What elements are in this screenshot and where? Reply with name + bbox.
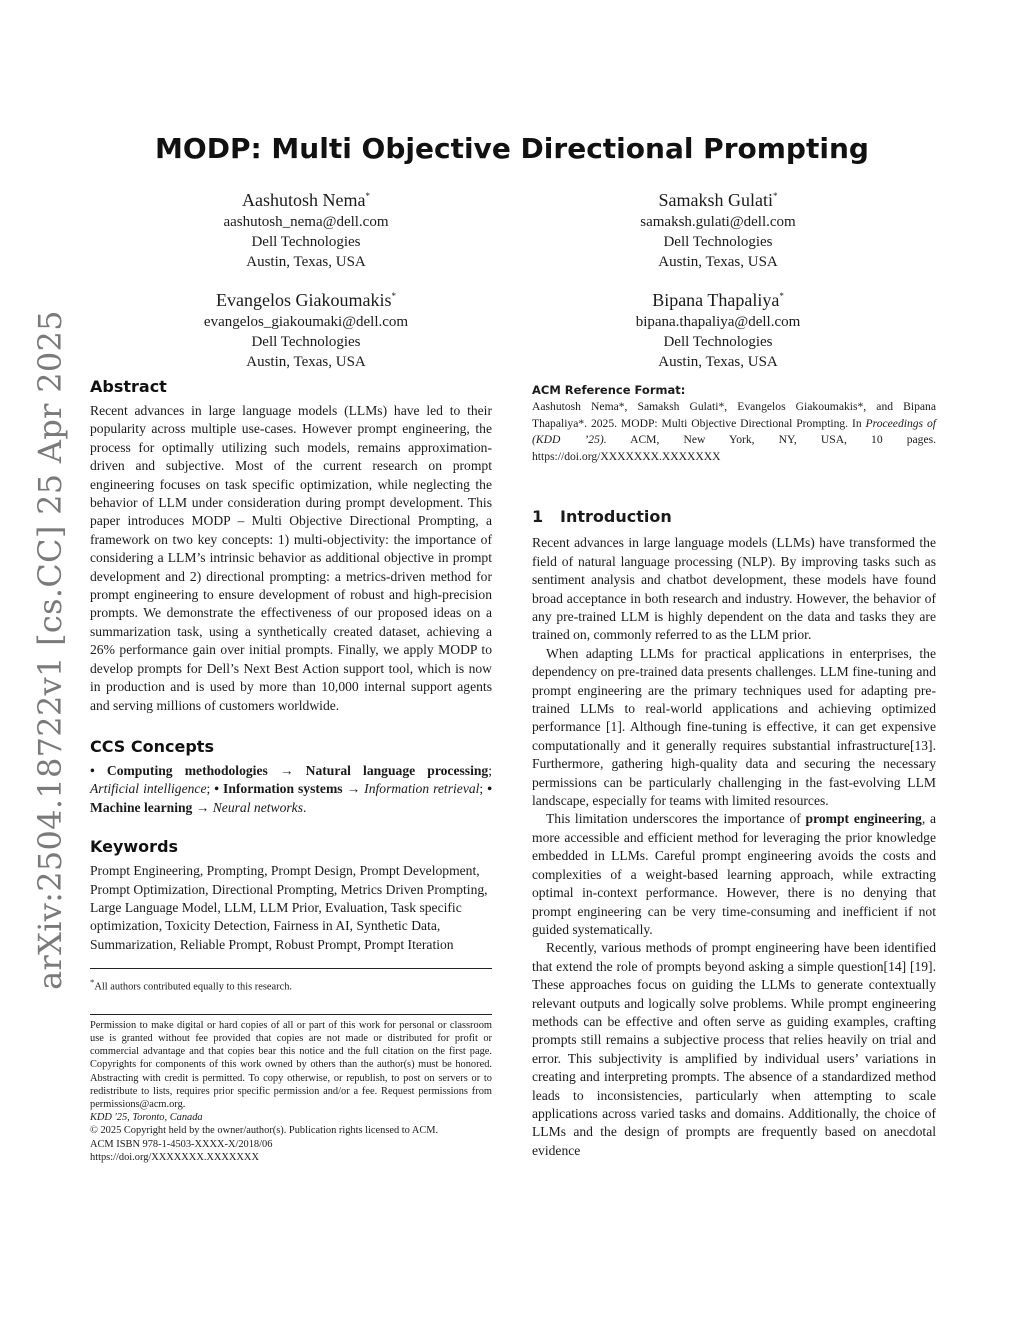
permission-rule (90, 1014, 492, 1015)
author-location: Austin, Texas, USA (658, 354, 778, 370)
permission-block (90, 1019, 492, 1164)
ccs-term: Artificial intelligence (90, 781, 207, 797)
footnote-rule (90, 968, 492, 969)
ccs-term: Natural language processing (305, 762, 489, 778)
ccs-heading: CCS Concepts (90, 736, 214, 756)
ccs-arrow: → (346, 781, 361, 797)
ccs-arrow: → (279, 762, 294, 778)
permission-text: Permission to make digital or hard copies of all or part of this work for personal or classroom use is granted without fee provided that copies are not made or distributed for profit or commercial advantage and that copies bear this notice and the full citation on the first page. Copyrights for components of this work owned by others than the author(s) must be honored. Abstracting with credit is permitted. To copy otherwise, or republish, to post on servers or to redistribute to lists, requires prior specific permission and/or a fee. Request permissions from permissions@acm.org. (90, 1019, 492, 1111)
intro-paragraph-3 (532, 810, 936, 939)
author-block-3 (156, 284, 456, 372)
author-block-2 (568, 184, 868, 272)
intro-heading (532, 507, 936, 526)
copyright: © 2025 Copyright held by the owner/author(s). Publication rights licensed to ACM. (90, 1125, 439, 1137)
author-org: Dell Technologies (663, 334, 773, 350)
ccs-term: • Computing methodologies (90, 762, 268, 778)
author-mark: * (773, 191, 778, 201)
intro-paragraph-3-rest: , a more accessible and efficient method for leveraging the prior knowledge embedded in LLMs. Careful prompt engineering avoids the costs and complexities of a weight-based learning approach, while extracting optimal in-context performance. However, there is no denying that prompt engineering can be very time-consuming and inefficient if not guided systematically. (532, 811, 936, 937)
acm-reference-heading: ACM Reference Format: (532, 383, 686, 397)
author-location: Austin, Texas, USA (246, 254, 366, 270)
abstract-text: Recent advances in large language models (LLMs) have led to their popularity across multiple use-cases. However prompt engineering, the process for optimally utilizing such models, remains approximation-driven and subjective. Most of the current research on prompt engineering focuses on task specific optimization, while neglecting the behavior of LLM under consideration during prompt development. This paper introduces MODP – Multi Objective Directional Prompting, a framework on two key concepts: 1) multi-objectivity: the importance of considering a LLM’s intrinsic behavior as additional objective in prompt development and 2) directional prompting: a metrics-driven method for prompt engineering to ensure development of robust and high-precision prompts. We demonstrate the effectiveness of our proposed ideas on a summarization task, using a synthetically created dataset, achieving a 26% performance gain over initial prompts. Finally, we apply MODP to develop prompts for Dell’s Next Best Action support tool, which is now in production and is used by more than 10,000 internal support agents and serving millions of customers worldwide. (90, 403, 492, 713)
abstract-heading: Abstract (90, 377, 167, 396)
keywords-text: Prompt Engineering, Prompting, Prompt Design, Prompt Development, Prompt Optimization, Directional Prompting, Metrics Driven Prompting, Large Language Model, LLM, LLM Prior, Evaluation, Task specific optimization, Toxicity Detection, Fairness in AI, Synthetic Data, Summarization, Reliable Prompt, Robust Prompt, Prompt Iteration (90, 863, 488, 952)
acm-reference-proceedings: Proceedings of (KDD ’25). (532, 416, 936, 447)
intro-paragraph-3-lead: This limitation underscores the importance of (546, 811, 806, 827)
right-column (532, 377, 936, 1160)
venue: KDD '25, Toronto, Canada (90, 1112, 203, 1124)
intro-emphasis: prompt engineering (805, 811, 922, 827)
ccs-arrow: → (195, 799, 210, 815)
ccs-term: Neural networks (212, 799, 303, 815)
ccs-sep: . (302, 799, 307, 815)
author-email: bipana.thapaliya@dell.com (635, 314, 801, 330)
section-number: 1 (532, 507, 544, 527)
ccs-term: • Machine learning (90, 781, 492, 815)
arxiv-id: arXiv:2504.18722v1 [cs.CC] 25 Apr 2025 (31, 310, 69, 990)
author-email: samaksh.gulati@dell.com (640, 214, 796, 230)
arxiv-sidebar-stamp (8, 310, 92, 990)
intro-paragraph-1: Recent advances in large language models (LLMs) have transformed the field of natural language processing (NLP). By improving tasks such as sentiment analysis and chatbot development, these models have found broad acceptance in both research and industry. However, the behavior of any pre-trained LLM is highly dependent on the data and tasks they are trained on, commonly referred to as the LLM prior. (532, 535, 936, 643)
author-location: Austin, Texas, USA (658, 254, 778, 270)
ccs-sep: ; (206, 781, 211, 797)
ccs-term: Information retrieval (364, 781, 480, 797)
keywords-heading: Keywords (90, 837, 179, 857)
paper-title: MODP: Multi Objective Directional Prompting (155, 132, 869, 165)
intro-paragraph-2: When adapting LLMs for practical applications in enterprises, the dependency on pre-trained data presents challenges. LLM fine-tuning and prompt engineering are the primary techniques used for adapting pre-trained LLMs to real-world applications and achieving optimized performance [1]. Although fine-tuning is effective, it can get expensive computationally and it generally requires substantial infrastructure[13]. Furthermore, gathering high-quality data and securing the necessary permissions can be particularly challenging in the fast-evolving LLM landscape, especially for teams with limited resources. (532, 645, 936, 809)
author-mark: * (391, 291, 396, 301)
author-name: Bipana Thapaliya (652, 290, 780, 310)
acm-reference-publisher: ACM, New York, NY, USA, 10 pages. https://doi.org/XXXXXXX.XXXXXXX (532, 433, 937, 463)
author-org: Dell Technologies (251, 334, 361, 350)
acm-reference-authors: Aashutosh Nema*, Samaksh Gulati*, Evangelos Giakoumakis*, and Bipana Thapaliya*. 2025. MODP: Multi Objective Directional Prompting. In (532, 400, 936, 430)
ccs-term: • Information systems (214, 781, 343, 797)
doi-link[interactable]: https://doi.org/XXXXXXX.XXXXXXX (90, 1151, 259, 1163)
footnote-text: All authors contributed equally to this research. (94, 981, 292, 993)
author-block-1 (156, 184, 456, 272)
isbn: ACM ISBN 978-1-4503-XXXX-X/2018/06 (90, 1138, 273, 1150)
ccs-sep: ; (479, 781, 484, 797)
author-name: Aashutosh Nema (242, 190, 366, 210)
author-org: Dell Technologies (251, 234, 361, 250)
left-column (90, 377, 492, 1164)
footnote (90, 976, 492, 994)
footnote-mark: * (90, 977, 95, 988)
author-location: Austin, Texas, USA (246, 354, 366, 370)
intro-paragraph-4: Recently, various methods of prompt engineering have been identified that extend the role of prompts beyond asking a simple question[14] [19]. These approaches focus on guiding the LLMs to generate contextually relevant outputs and logically solve problems. While prompt engineering methods can be effective and often serve as guiding examples, crafting prompts still remains a subjective process that relies heavily on trial and error. This subjectivity is amplified by individual users’ variations in creating and interpreting prompts. The absence of a standardized method leads to inconsistencies, particularly when attempting to scale applications across varied tasks and domains. Additionally, the choice of LLMs and the design of prompts are frequently based on anecdotal evidence (532, 940, 936, 1158)
section-title: Introduction (560, 507, 672, 527)
ccs-sep: ; (488, 762, 492, 778)
author-email: evangelos_giakoumaki@dell.com (203, 314, 409, 330)
author-mark: * (365, 191, 370, 201)
author-name: Evangelos Giakoumakis (216, 290, 392, 310)
author-block-4 (568, 284, 868, 372)
author-email: aashutosh_nema@dell.com (223, 214, 389, 230)
author-name: Samaksh Gulati (658, 190, 773, 210)
ccs-concepts (90, 762, 492, 817)
author-org: Dell Technologies (663, 234, 773, 250)
author-mark: * (779, 291, 784, 301)
acm-reference (532, 399, 936, 465)
